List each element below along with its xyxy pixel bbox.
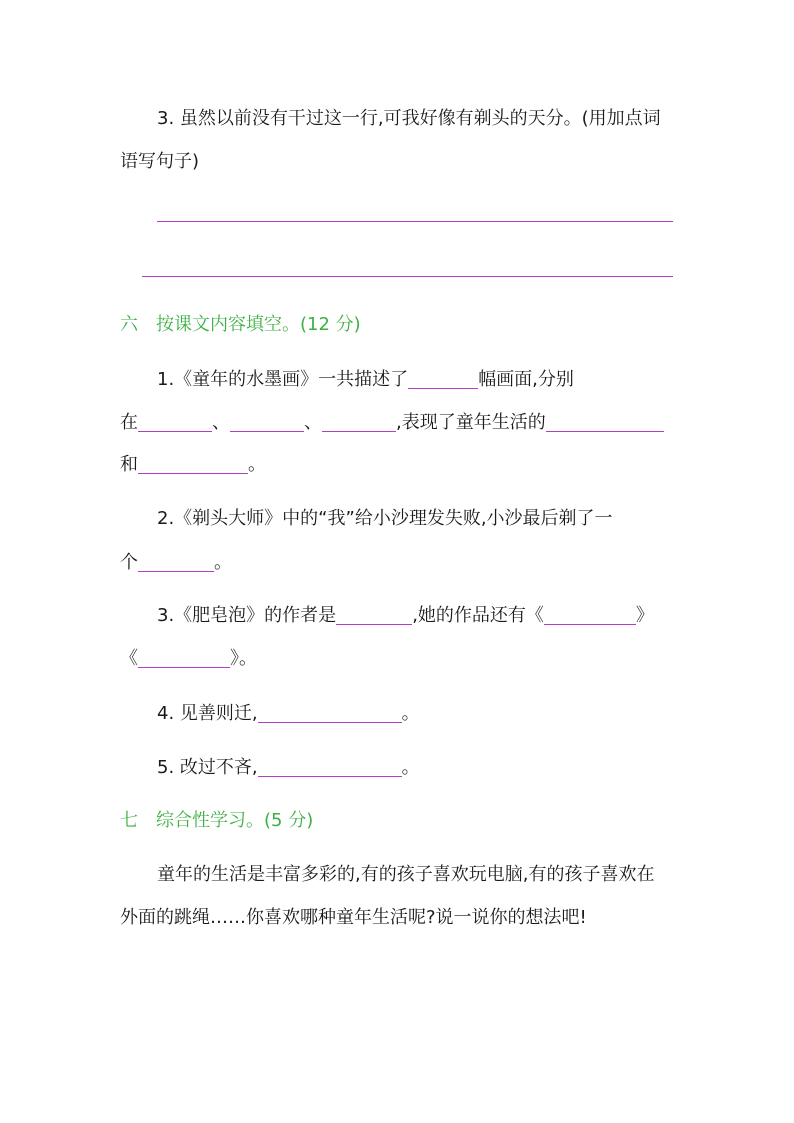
blank[interactable] — [544, 606, 636, 625]
blank[interactable] — [138, 455, 248, 474]
q3-rewrite-line1: 3. 虽然以前没有干过这一行,可我好像有剃头的天分。(用加点词 — [157, 108, 661, 129]
s6-item3-line2: 《 》。 — [120, 648, 257, 669]
s7-paragraph-line2: 外面的跳绳……你喜欢哪种童年生活呢?说一说你的想法吧! — [120, 907, 587, 928]
s6-item2-line1: 2.《剃头大师》中的“我”给小沙理发失败,小沙最后剃了一 — [157, 508, 613, 529]
answer-line-1[interactable] — [157, 221, 673, 222]
blank[interactable] — [138, 649, 230, 668]
blank[interactable] — [138, 553, 214, 572]
s6-item4: 4. 见善则迁, 。 — [157, 703, 420, 724]
blank[interactable] — [230, 413, 304, 432]
blank[interactable] — [138, 413, 212, 432]
s6-item2-line2: 个 。 — [120, 552, 232, 573]
s6-item5: 5. 改过不吝, 。 — [157, 757, 420, 778]
s6-item3-line1: 3.《肥皂泡》的作者是 ,她的作品还有《 》 — [157, 605, 654, 626]
section-7-heading: 七 综合性学习。(5 分) — [120, 810, 314, 831]
s6-item1-line1: 1.《童年的水墨画》一共描述了 幅画面,分别 — [157, 369, 574, 390]
blank[interactable] — [258, 758, 402, 777]
blank[interactable] — [408, 370, 478, 389]
blank[interactable] — [546, 413, 664, 432]
blank[interactable] — [258, 704, 402, 723]
blank[interactable] — [322, 413, 396, 432]
s6-item1-line3: 和 。 — [120, 454, 266, 475]
s6-item1-line2: 在 、 、 ,表现了童年生活的 — [120, 413, 664, 432]
blank[interactable] — [336, 606, 412, 625]
q3-rewrite-line2: 语写句子) — [120, 151, 200, 172]
s7-paragraph-line1: 童年的生活是丰富多彩的,有的孩子喜欢玩电脑,有的孩子喜欢在 — [157, 864, 655, 885]
section-6-heading: 六 按课文内容填空。(12 分) — [120, 314, 361, 335]
answer-line-2[interactable] — [142, 276, 673, 277]
